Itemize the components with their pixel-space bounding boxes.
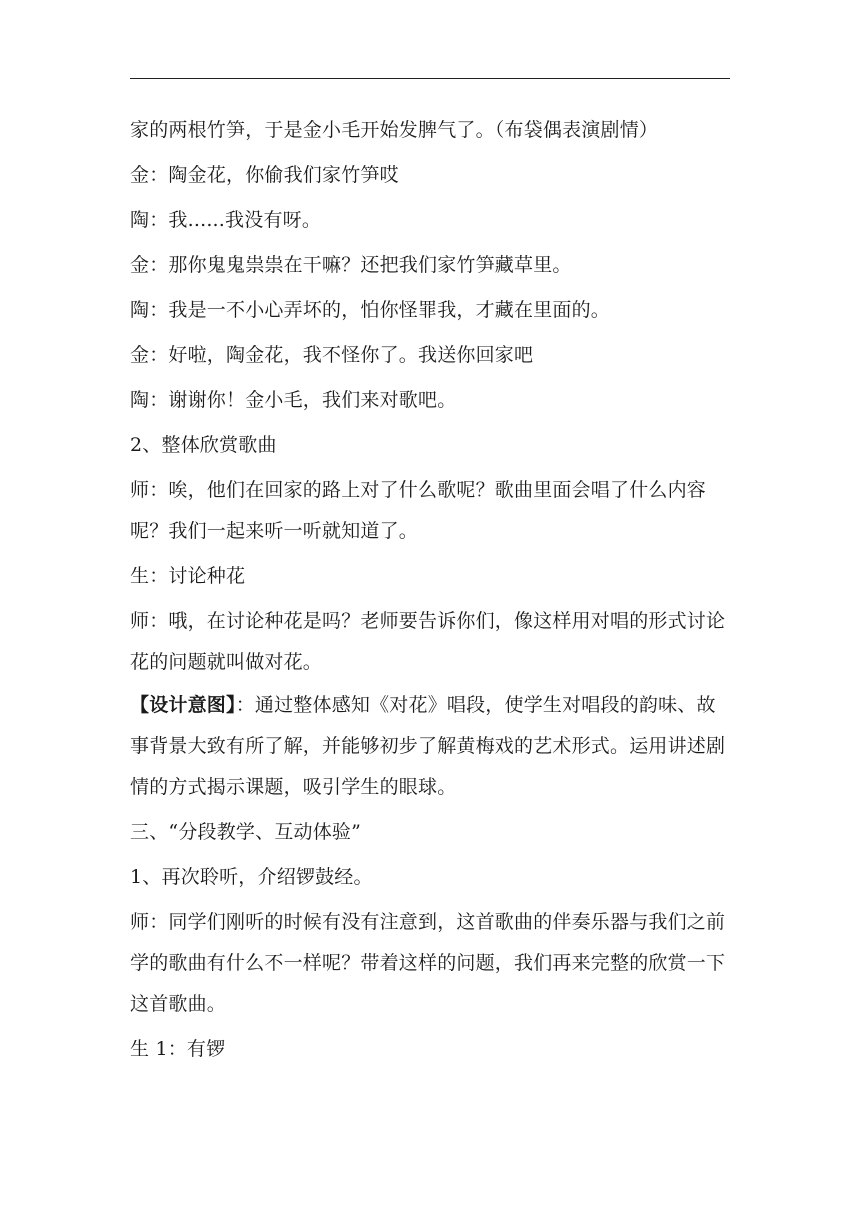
dialogue-line: 师：唉，他们在回家的路上对了什么歌呢？歌曲里面会唱了什么内容呢？我们一起来听一听就知道了。 (130, 479, 707, 542)
section-heading: 2、整体欣赏歌曲 (130, 434, 277, 456)
dialogue-line: 师：同学们刚听的时候有没有注意到，这首歌曲的伴奏乐器与我们之前学的歌曲有什么不一样呢？带着这样的问题，我们再来完整的欣赏一下这首歌曲。 (130, 911, 726, 1015)
dialogue-line: 金：陶金花，你偷我们家竹笋哎 (130, 164, 399, 186)
header-rule (130, 78, 730, 79)
paragraph: 家的两根竹笋，于是金小毛开始发脾气了。（布袋偶表演剧情） (130, 119, 659, 141)
dialogue-line: 师：哦，在讨论种花是吗？老师要告诉你们，像这样用对唱的形式讨论花的问题就叫做对花。 (130, 610, 726, 673)
design-intent-paragraph (130, 685, 732, 808)
dialogue-line: 金：好啦，陶金花，我不怪你了。我送你回家吧 (130, 344, 534, 366)
document-body (130, 108, 732, 1072)
design-intent-text: ：通过整体感知《对花》唱段，使学生对唱段的韵味、故事背景大致有所了解，并能够初步了解黄梅戏的艺术形式。运用讲述剧情的方式揭示课题，吸引学生的眼球。 (130, 694, 726, 798)
dialogue-line: 陶：我是一不小心弄坏的，怕你怪罪我，才藏在里面的。 (130, 299, 611, 321)
section-heading: 三、“分段教学、互动体验” (130, 821, 362, 843)
dialogue-line: 金：那你鬼鬼祟祟在干嘛？还把我们家竹笋藏草里。 (130, 254, 572, 276)
dialogue-line: 生：讨论种花 (130, 565, 246, 587)
design-intent-label: 【设计意图】 (130, 694, 236, 716)
dialogue-line: 陶：谢谢你！金小毛，我们来对歌吧。 (130, 389, 457, 411)
dialogue-line: 陶：我......我没有呀。 (130, 209, 322, 231)
subsection-heading: 1、再次聆听，介绍锣鼓经。 (130, 866, 373, 888)
dialogue-line: 生 1：有锣 (130, 1038, 226, 1060)
